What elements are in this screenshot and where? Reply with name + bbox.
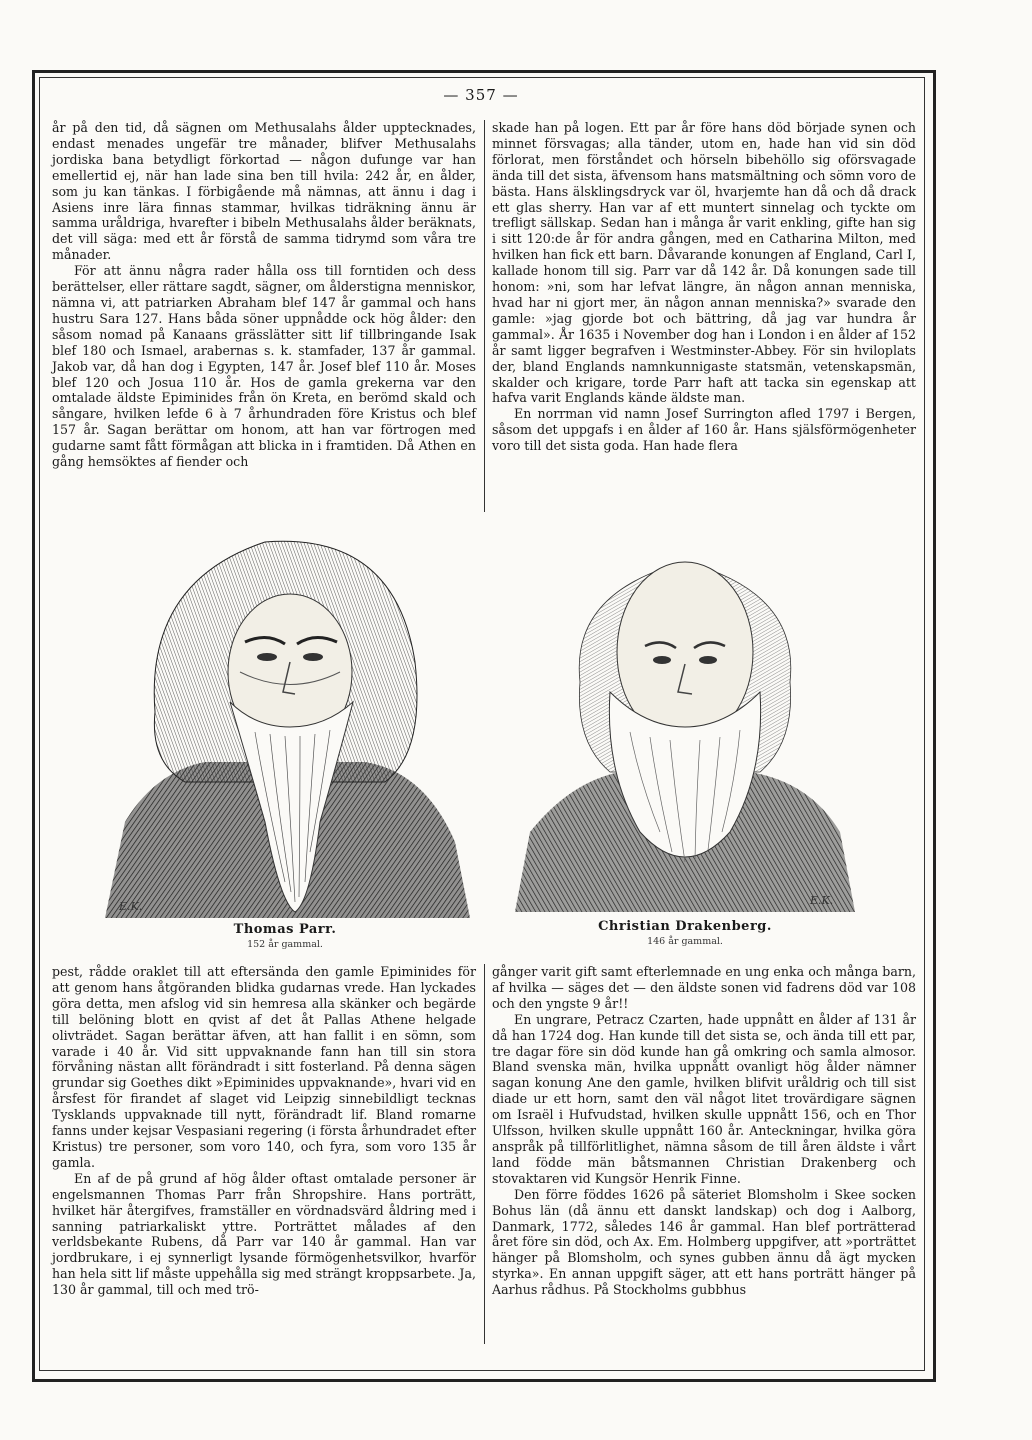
paragraph: Den förre föddes 1626 på säteriet Blomsholm i Skee socken Bohus län (då ännu ett danskt landskap) och dog i Aalborg, Danmark, 1772, således 146 år gammal. Han blef porträtterad året före sin död, och Ax. Em. Holmberg uppgifver, att »porträttet hänger på Blomsholm, och synes gubben ännu då ägt mycken styrka». En annan uppgift säger, att ett hans porträtt hänger på Aarhus rådhus. På Stockholms gubbhus xyxy=(492,1186,916,1298)
paragraph: En af de på grund af hög ålder oftast omtalade personer är engelsmannen Thomas Parr från Shropshire. Hans porträtt, hvilket här återgifves, framställer en vördnadsvärd åldring med i sanning patriarkaliskt yttre. Porträttet målades af den verldsbekante Rubens, då Parr var 140 år gammal. Han var jordbrukare, i ej synnerligt lysande förmögenhetsvilkor, hvarför han hela sitt lif måste uppehålla sig med strängt kroppsarbete. Ja, 130 år gammal, till och med trö- xyxy=(52,1170,476,1298)
paragraph: En norrman vid namn Josef Surrington afled 1797 i Bergen, såsom det uppgafs i en ålder af 160 år. Hans själsförmögenheter voro till det sista goda. Han hade flera xyxy=(492,406,916,454)
caption-age: 146 år gammal. xyxy=(647,936,723,947)
paragraph: skade han på logen. Ett par år före hans död började synen och minnet försvagas; alla tänder, utom en, hade han vid sin död förlorat, men förståndet och hörseln bibehöllo sig oförsvagade ända till det sista, äfvensom hans matsmältning och sömn voro de bästa. Hans älsklingsdryck var öl, hvarjemte han då och då drack ett glas sherry. Han var af ett muntert sinnelag och tyckte om trefligt sällskap. Sedan han i många år varit enkling, gifte han sig i sitt 120:de år för andra gången, med en Catharina Milton, med hvilken han fick ett barn. Dåvarande konungen af England, Carl I, kallade honom till sig. Parr var då 142 år. Då konungen sade till honom: »ni, som har lefvat längre, än någon annan menniska, hvad har ni gjort mer, än någon annan menniska?» svarade den gamle: »jag gjorde bot och bättring, då jag var hundra år gammal». År 1635 i November dog han i London i en ålder af 152 år samt ligger begrafven i Westminster-Abbey. För sin hviloplats der, bland Englands namnkunnigaste statsmän, vetenskapsmän, skalder och krigare, torde Parr haft att tacka sin egenskap att hafva varit Englands kände äldste man. xyxy=(492,120,916,406)
paragraph: år på den tid, då sägnen om Methusalahs ålder upptecknades, endast menades ungefär tre månader, blifver Methusalahs jordiska bana betydligt förkortad — någon dufunge var han emellertid ej, när han lade sina ben till hvila: 242 år, en ålder, som ju kan tänkas. I förbigående må nämnas, att ännu i dag i Asiens inre lära finnas stammar, hvilkas tidräkning ännu är samma uråldriga, hvarefter i bibeln Methusalahs ålder beräknats, det vill säga: med ett år förstå de samma tidrymd som våra tre månader. xyxy=(52,120,476,263)
paragraph: pest, rådde oraklet till att eftersända den gamle Epiminides för att genom hans åtgöranden blidka gudarnas vrede. Han lyckades göra detta, men afslog vid sin hemresa alla skänker och begärde till belöning blott en qvist af det åt Pallas Athene helgade olivträdet. Sagan berättar äfven, att han fallit i en sömn, som varade i 40 år. Vid sitt uppvaknande fann han till sin stora förvåning nästan allt förändradt i sitt fosterland. På denna sägen grundar sig Goethes dikt »Epiminides uppvaknande», hvari vid en årsfest för firandet af slaget vid Leipzig sinnebildligt tecknas Tysklands uppvaknade till nytt, förändradt lif. Bland romarne fanns under kejsar Vespasiani regering (i första århundradet efter Kristus) tre personer, som voro 140, och fyra, som voro 135 år gamla. xyxy=(52,964,476,1170)
column-top-left xyxy=(52,120,476,512)
paragraph: gånger varit gift samt efterlemnade en ung enka och många barn, af hvilka — säges det — den äldste sonen vid fadrens död var 108 och den yngste 9 år!! xyxy=(492,964,916,1011)
column-rule-top xyxy=(484,120,485,512)
caption-name: Thomas Parr. xyxy=(233,922,337,937)
caption-name: Christian Drakenberg. xyxy=(598,919,772,934)
paragraph: En ungrare, Petracz Czarten, hade uppnått en ålder af 131 år då han 1724 dog. Han kunde till det sista se, och ända till ett par, tre dagar före sin död kunde han gå omkring och samla almosor. Bland svenska män, hvilka uppnått ovanligt hög ålder nämner sagan konung Ane den gamle, hvilken blifvit uråldrig och till sist diade ur ett horn, samt den väl något litet trovärdigare sägnen om Israël i Hufvudstad, hvilken skulle uppnått 156, och en Thor Ulfsson, hvilken skulle uppnått 160 år. Anteckningar, hvilka göra anspråk på tillförlitlighet, nämna såsom de till åren äldste i vårt land födde män båtsmannen Christian Drakenberg och stovaktaren vid Kungsör Henrik Finne. xyxy=(492,1011,916,1186)
engraver-signature: E.K. xyxy=(119,900,143,913)
column-top-right xyxy=(492,120,916,512)
column-bottom-left xyxy=(52,964,476,1344)
portrait-christian-drakenberg xyxy=(510,532,860,912)
paragraph: För att ännu några rader hålla oss till forntiden och dess berättelser, eller rättare sagdt, sägner, om ålderstigna menniskor, nämna vi, att patriarken Abraham blef 147 år gammal och hans hustru Sara 127. Hans båda söner uppnådde ock hög ålder: den såsom nomad på Kanaans grässlätter sitt lif tillbringande Isak blef 180 och Ismael, arabernas s. k. stamfader, 137 år gammal. Jakob var, då han dog i Egypten, 147 år. Josef blef 110 år. Moses blef 120 och Josua 110 år. Hos de gamla grekerna var den omtalade äldste Epiminides från ön Kreta, en berömd skald och sångare, hvilken lefde 6 à 7 århundraden före Kristus och blef 157 år. Sagan berättar om honom, att han var förtrogen med gudarne samt fått förmågan att blicka in i framtiden. Då Athen en gång hemsöktes af fiender och xyxy=(52,263,476,470)
portrait-thomas-parr xyxy=(95,522,475,918)
page-number: — 357 — xyxy=(443,86,519,104)
column-bottom-right xyxy=(492,964,916,1344)
column-rule-bottom xyxy=(484,964,485,1344)
engraver-signature: E.K. xyxy=(810,894,834,907)
caption-age: 152 år gammal. xyxy=(247,939,323,950)
